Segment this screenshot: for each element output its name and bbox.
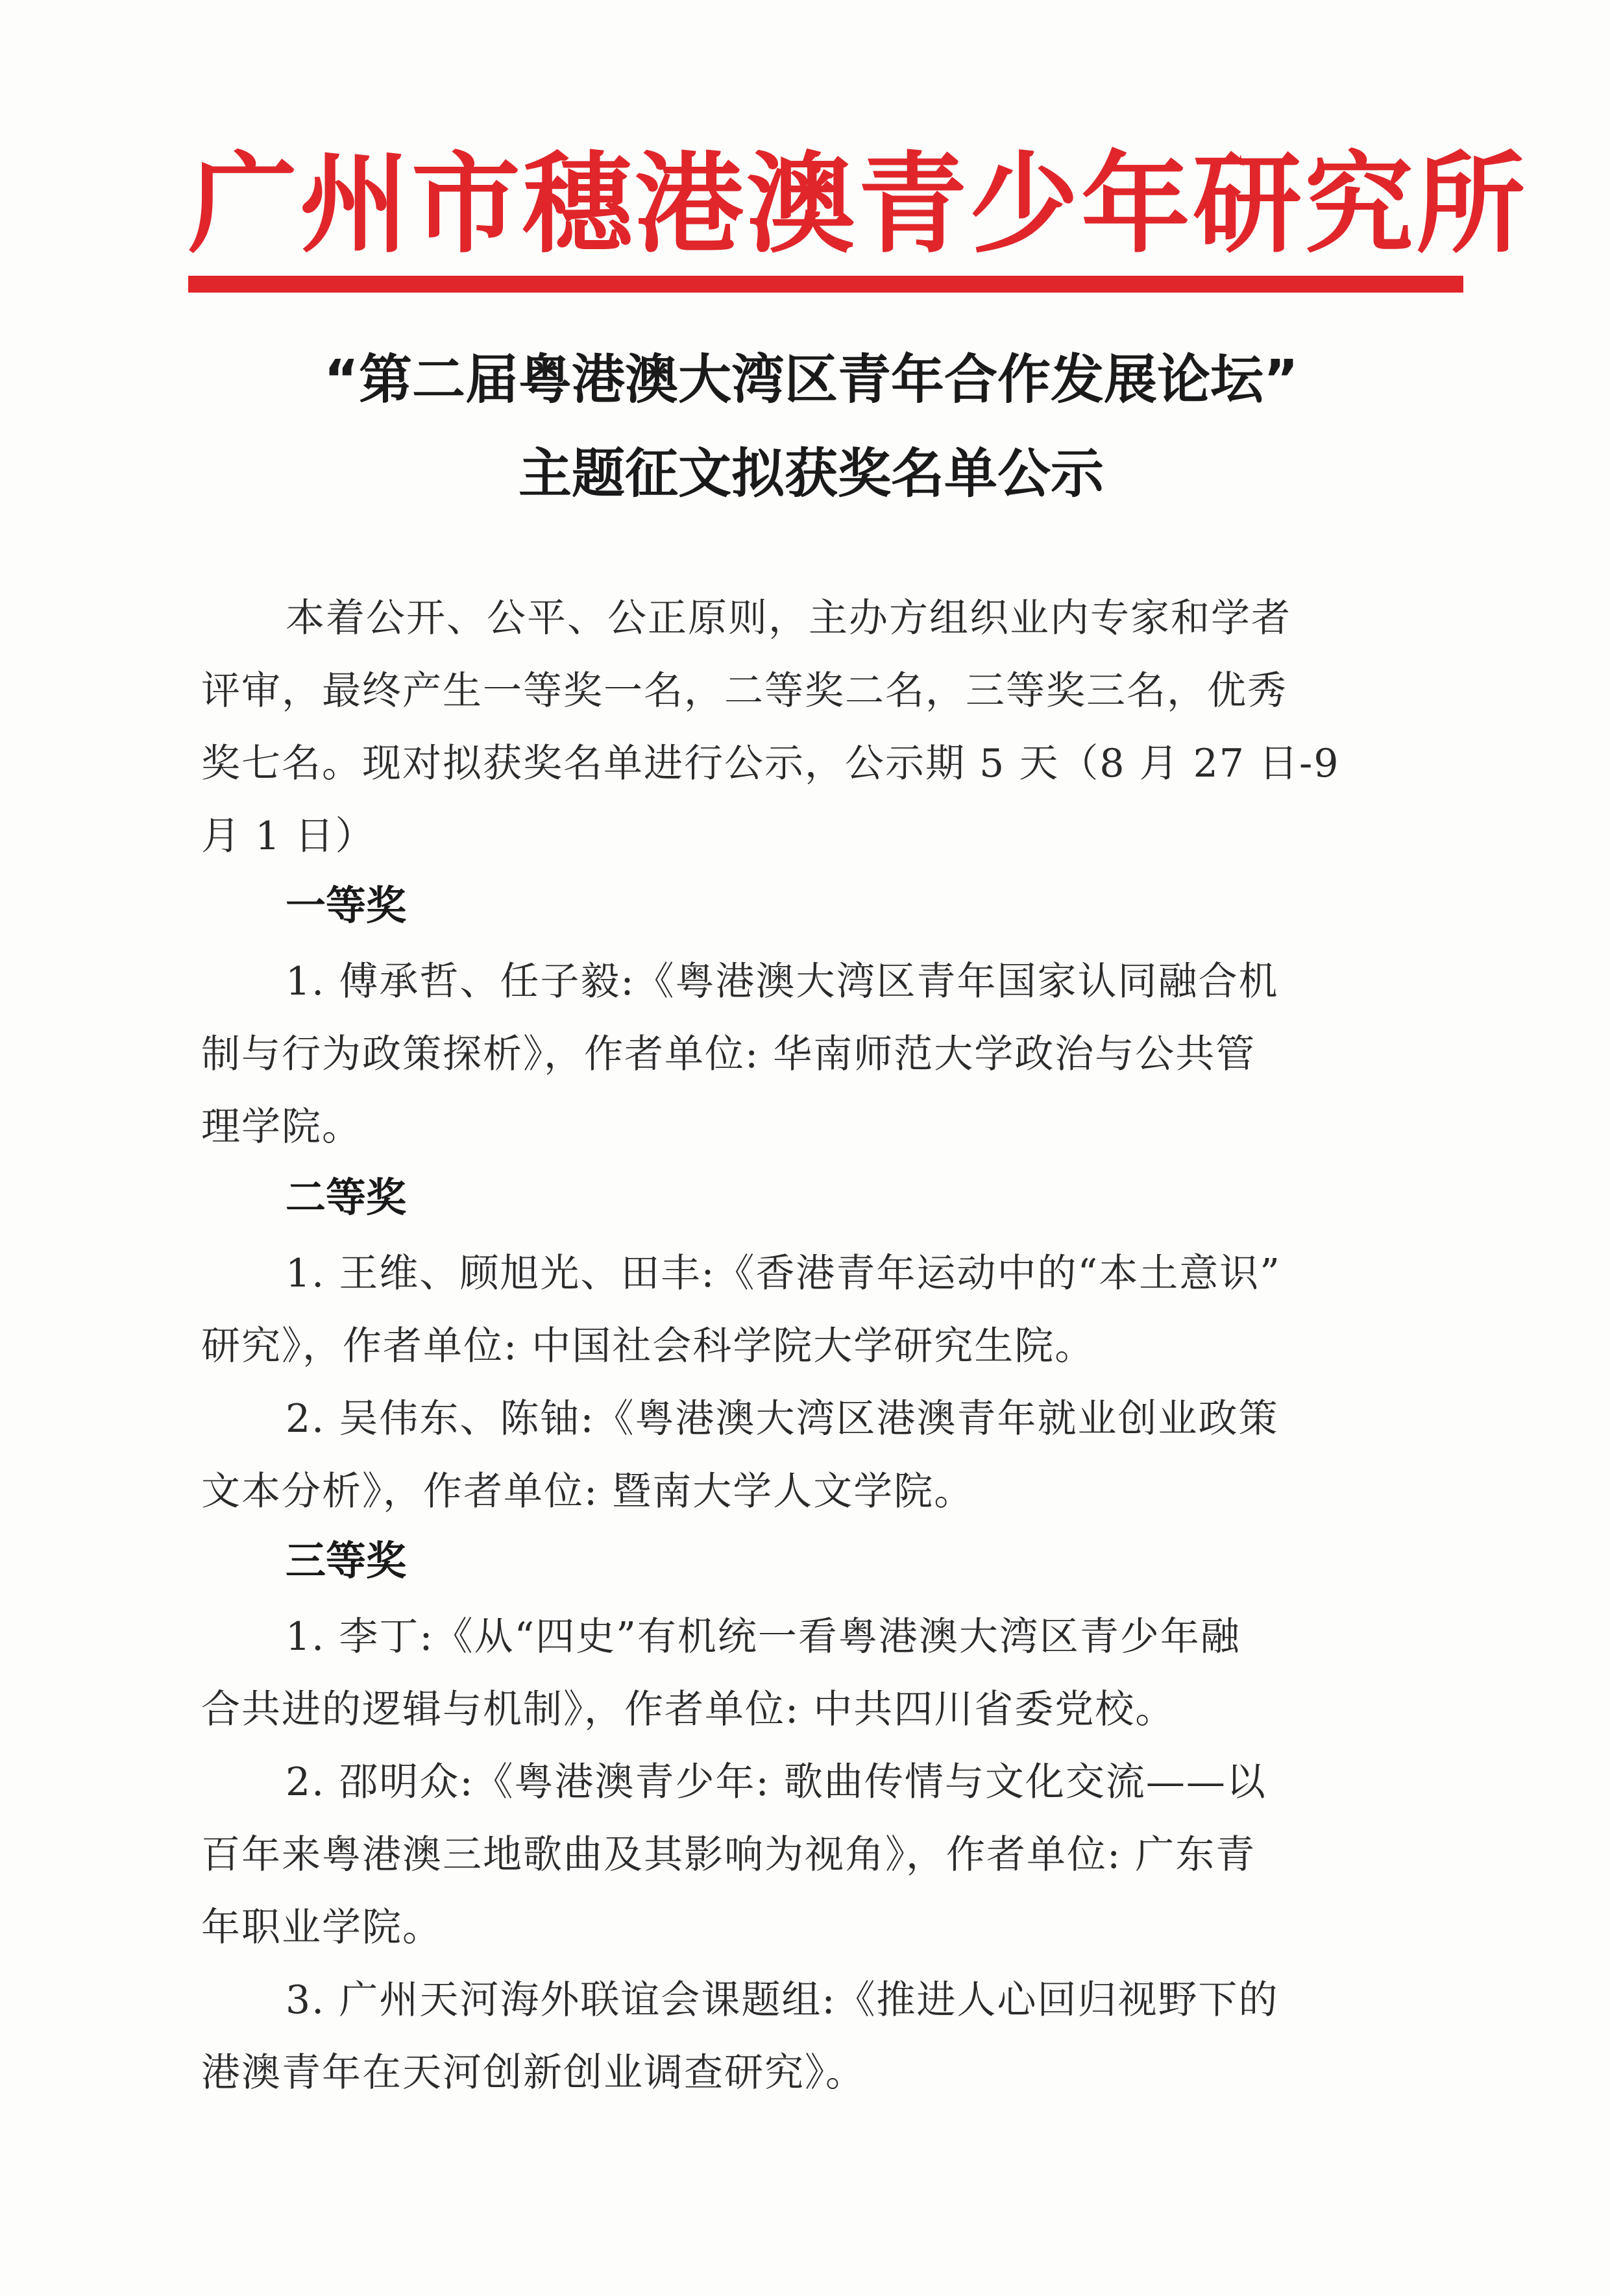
- document-title-line-2: 主题征文拟获奖名单公示: [518, 443, 1104, 505]
- intro-line-4: 月 1 日）: [201, 814, 376, 859]
- third-prize-item-1-line-2: 合共进的逻辑与机制》，作者单位: 中共四川省委党校。: [201, 1687, 1176, 1732]
- first-prize-item-1-line-2: 制与行为政策探析》，作者单位: 华南师范大学政治与公共管: [201, 1032, 1256, 1077]
- third-prize-item-1-line-1: 1. 李丁:《从“四史”有机统一看粤港澳大湾区青少年融: [286, 1614, 1241, 1660]
- third-prize-item-2-line-2: 百年来粤港澳三地歌曲及其影响为视角》，作者单位: 广东青: [201, 1832, 1256, 1878]
- intro-line-1: 本着公开、公平、公正原则，主办方组织业内专家和学者: [286, 596, 1291, 641]
- second-prize-item-1-line-2: 研究》，作者单位: 中国社会科学院大学研究生院。: [201, 1323, 1095, 1369]
- third-prize-item-3-line-2: 港澳青年在天河创新创业调查研究》。: [201, 2050, 866, 2096]
- first-prize-heading: 一等奖: [286, 882, 407, 929]
- second-prize-heading: 二等奖: [286, 1174, 407, 1221]
- second-prize-item-2-line-1: 2. 吴伟东、陈铀:《粤港澳大湾区港澳青年就业创业政策: [286, 1396, 1279, 1442]
- third-prize-item-2-line-1: 2. 邵明众:《粤港澳青少年: 歌曲传情与文化交流——以: [286, 1759, 1267, 1805]
- first-prize-item-1-line-3: 理学院。: [201, 1104, 362, 1150]
- second-prize-item-2-line-2: 文本分析》，作者单位: 暨南大学人文学院。: [201, 1469, 975, 1514]
- second-prize-item-1-line-1: 1. 王维、顾旭光、田丰:《香港青年运动中的“本土意识”: [286, 1251, 1281, 1296]
- intro-line-3: 奖七名。现对拟获奖名单进行公示，公示期 5 天（8 月 27 日-9: [201, 741, 1340, 786]
- third-prize-item-3-line-1: 3. 广州天河海外联谊会课题组:《推进人心回归视野下的: [286, 1977, 1279, 2023]
- intro-line-2: 评审，最终产生一等奖一名，二等奖二名，三等奖三名，优秀: [201, 668, 1287, 714]
- letterhead-org-name: 广州市穗港澳青少年研究所: [188, 141, 1528, 268]
- document-title-line-1: “第二届粤港澳大湾区青年合作发展论坛”: [324, 349, 1299, 411]
- third-prize-heading: 三等奖: [286, 1537, 407, 1584]
- letterhead-red-rule: [188, 276, 1463, 293]
- third-prize-item-2-line-3: 年职业学院。: [201, 1905, 443, 1950]
- first-prize-item-1-line-1: 1. 傅承哲、任子毅:《粤港澳大湾区青年国家认同融合机: [286, 959, 1279, 1004]
